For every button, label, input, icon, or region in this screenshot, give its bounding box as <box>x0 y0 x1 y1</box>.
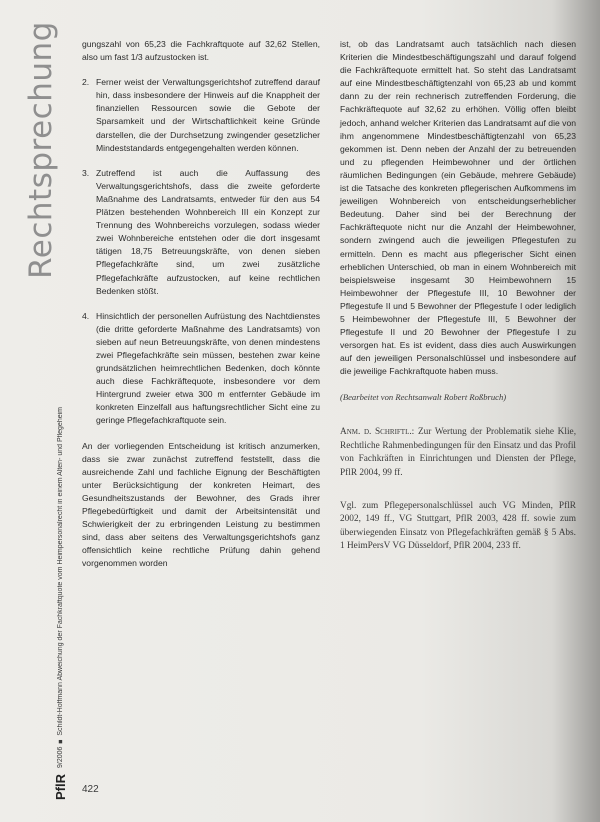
editor-credit: (Bearbeitet von Rechtsanwalt Robert Roßbruch) <box>340 392 507 403</box>
body-paragraph: ist, ob das Landratsamt auch tatsächlich nach diesen Kriterien die Mindestbeschäftigungszahl und darauf folgend die Fachkräftequote ermittelt hat. So steht das Landratsamt auf eine Mindestbeschäftigtenzahl von 65,23 ab und kommt dann zu der rein rechnerisch zutreffenden Forderung, die Fachkräftequote auf 32,62 zu erhöhen. Völlig offen bleibt jedoch, anhand welcher Kriterien das Landratsamt auf die von ihm angenommene Mindestbeschäftigtenzahl von 65,23 gekommen ist. Denn neben der Anzahl der zu betreuenden und zu pflegenden Heimbewohner und der örtlichen räumlichen Bedingungen (ein Gebäude, mehrere Gebäude) ist die Tatsache des konkreten pflegerischen Aufkommens im jeweiligen Wohnbereich von entscheidungserheblicher Bedeutung. Daher sind bei der Berechnung der Fachkräftequote nicht nur die Anzahl der Heimbewohner, sondern zwingend auch die jeweiligen Pflegestufen zu ermitteln. Denn es macht aus pflegerischer Sicht einen erheblichen Unterschied, ob man in einem Wohnbereich mit beispielsweise insgesamt 30 Heimbewohnern 15 Heimbewohner der Pflegestufe III, 10 Bewohner der Pflegestufe II und 5 Bewohner der Pflegestufe I oder lediglich 5 Heimbewohner der Pflegestufe III, 5 Bewohner der Pflegestufe II und 20 Bewohner der Pflegestufe I zu versorgen hat. Es ist evident, dass dies auch Auswirkungen auf den jeweiligen Personalschlüssel und insbesondere auf die jeweilige Fachkraftquote haben muss. <box>340 39 576 377</box>
list-item-number: 4. <box>82 310 90 321</box>
right-column <box>340 38 576 574</box>
footnote <box>340 500 576 554</box>
journal-logo: PflR <box>52 774 68 800</box>
section-label <box>16 21 66 279</box>
footer-strip <box>50 330 70 800</box>
outro-paragraph: An der vorliegenden Entscheidung ist kritisch anzumerken, dass sie zwar zunächst zutreffend feststellt, dass die ausreichende Zahl und fachliche Eignung der Beschäftigten unter Berücksichtigung der konkreten Heimart, des Gesundheitszustands der Bewohner, des Grads ihrer Pflegebedürftigkeit und damit der Arbeitsintensität und Schwierigkeit der zu erbringenden Leistung zu bestimmen sind, dass aber seitens des Verwaltungsgerichtshofs ganz offensichtlich keine rechtliche Prüfung dahin gehend vorgenommen worden <box>82 440 320 569</box>
list-item-text: Ferner weist der Verwaltungsgerichtshof zutreffend darauf hin, dass insbesondere der Hinweis auf die Knappheit der finanziellen Ressourcen sowie die Gebote der Sparsamkeit und der Wirtschaftlichkeit keine Gründe darstellen, die der Durchsetzung zwingender gesetzlicher Mindeststandards entgegengehalten werden können. <box>96 77 320 153</box>
footnote <box>340 426 576 480</box>
footnote-text: Zur Wertung der Problematik siehe Klie, Rechtliche Rahmenbedingungen für den Einsatz und das Profil von Fachkräften in Einrichtungen und Diensten der Pflege, PflR 2004, 99 ff. <box>340 427 577 478</box>
section-label-text: Rechtsprechung <box>23 21 60 279</box>
left-column <box>82 38 320 582</box>
list-item-number: 2. <box>82 77 90 88</box>
list-item <box>82 167 320 298</box>
list-item-text: Zutreffend ist auch die Auffassung des Verwaltungsgerichtshofs, dass die zweite geforderte Maßnahme des Landratsamts, entweder für den aus 54 Plätzen bestehenden Wohnbereich III ein Konzept zur Trennung des Wohnbereichs vorzulegen, sodass wieder zwei Wohnbereiche entstehen oder die dort insgesamt tätigen 18,75 Betreuungskräfte, von denen sieben Pflegefachkräfte sind, um zwei zusätzliche Pflegefachkräfte aufzustocken, auf keine rechtlichen Bedenken stößt. <box>96 167 320 296</box>
list-item-number: 3. <box>82 167 90 178</box>
page-number: 422 <box>82 784 99 795</box>
list-item <box>82 310 320 428</box>
list-item <box>82 76 320 155</box>
footnote-text: Vgl. zum Pflegepersonalschlüssel auch VG Minden, PflR 2002, 149 ff., VG Stuttgart, PflR 2003, 428 ff. sowie zum überwiegenden Einsatz von Pflegefachkräften gemäß § 5 Abs. 1 HeimPersV VG Düsseldorf, PflR 2004, 233 ff. <box>340 501 576 552</box>
list-item-text: Hinsichtlich der personellen Aufrüstung des Nachtdienstes (die dritte geforderte Maßnahme des Landratsamts) von sieben auf neun Betreuungskräfte, von denen mindestens zwei Pflegefachkräfte sein müssen, bestehen zwar keine grundsätzlichen heimrechtlichen Bedenken, doch könnte auch diese Fachkräftequote, insbesondere vor dem Hintergrund zweier etwa 300 m entfernter Gebäude im konkreten Einzelfall aus haftungsrechtlicher Sicht eine zu geringe Pflegefachkraftquote sein. <box>96 310 320 426</box>
footnote-author: Anm. d. Schriftl.: <box>340 427 415 438</box>
running-footer: 9/2006 ■ Schildt-Hoffmann Abweichung der Fachkraftquote vom Heimpersonalrecht in einem Alten- und Pflegeheim <box>56 407 64 768</box>
intro-paragraph: gungszahl von 65,23 die Fachkraftquote auf 32,62 Stellen, also um fast 1/3 aufzustocken ist. <box>82 39 320 63</box>
